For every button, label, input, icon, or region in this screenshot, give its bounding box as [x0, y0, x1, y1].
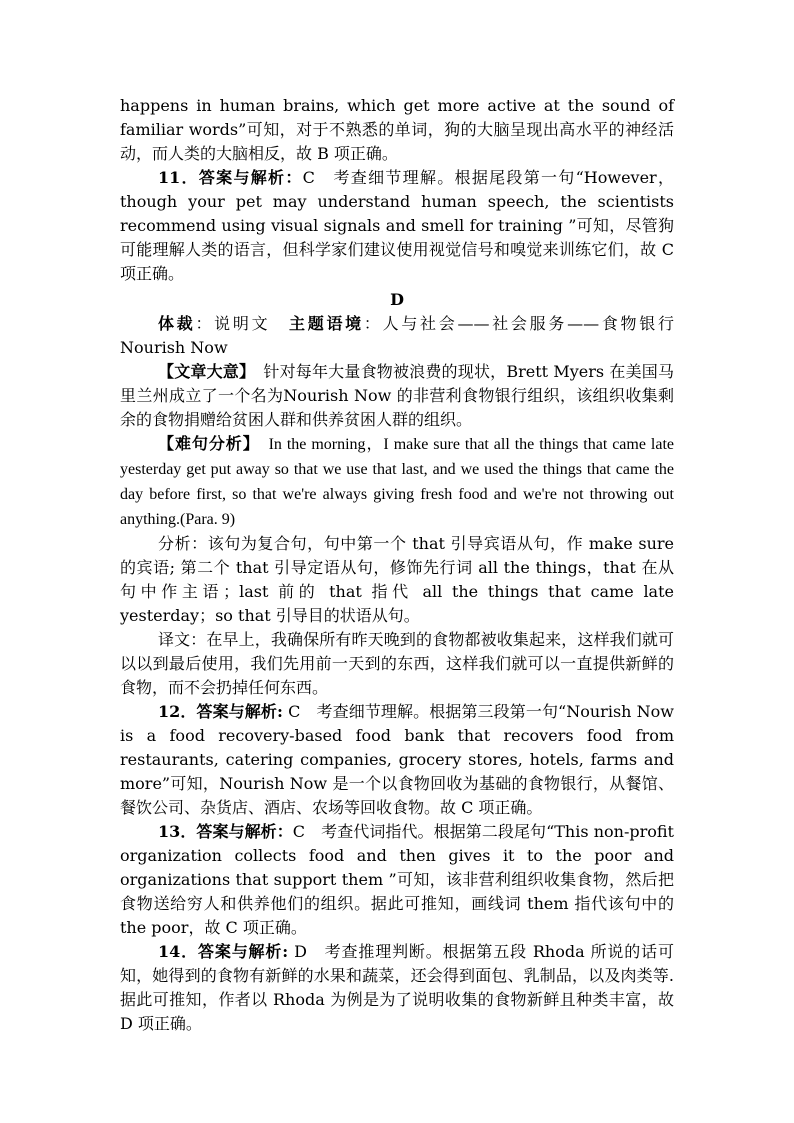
theme-label: 主题语境	[289, 314, 364, 333]
q14-label: 14．答案与解析:	[158, 942, 289, 961]
paragraph-q11	[120, 166, 674, 286]
summary-text: 针对每年大量食物被浪费的现状，Brett Myers 在美国马里兰州成立了一个名为Nourish Now 的非营利食物银行组织，该组织收集剩余的食物捐赠给贫困人群和供养贫困人群的组织。	[120, 362, 674, 429]
q11-label: 11．答案与解析：	[158, 168, 303, 187]
summary-label: 【文章大意】	[158, 362, 248, 381]
q12-label: 12．答案与解析:	[158, 702, 283, 721]
theme-text: ：人与社会——社会服务——食物银行 Nourish Now	[120, 314, 674, 357]
section-heading-d: D	[390, 290, 404, 309]
paragraph-translation	[120, 628, 674, 700]
paragraph-q10-tail	[120, 94, 674, 166]
translation-text: 译文：在早上，我确保所有昨天晚到的食物都被收集起来，这样我们就可以以到最后使用，我们先用前一天到的东西，这样我们就可以一直提供新鲜的食物，而不会扔掉任何东西。	[120, 630, 674, 697]
genre-label: 体裁	[158, 314, 196, 333]
paragraph-q12	[120, 700, 674, 820]
difficult-label: 【难句分析】	[158, 434, 252, 453]
genre-text: ：说明文	[195, 314, 290, 333]
paragraph-q13	[120, 820, 674, 940]
q13-text: C 考查代词指代。根据第二段尾句“This non-profit organization collects food and then gives it to the poor and organizations that support them ”可知，该非营利组织收集食物，然后把食物送给穷人和供养他们的组织。据此可推知，画线词 them 指代该句中的 the poor，故 C 项正确。	[120, 822, 674, 937]
q13-label: 13．答案与解析：	[158, 822, 293, 841]
paragraph-q14	[120, 940, 674, 1036]
document-page	[120, 94, 674, 1036]
q14-text: D 考查推理判断。根据第五段 Rhoda 所说的话可知，她得到的食物有新鲜的水果和蔬菜，还会得到面包、乳制品，以及肉类等. 据此可推知，作者以 Rhoda 为例是为了说明收集的食物新鲜且种类丰富，故 D 项正确。	[120, 942, 674, 1033]
analysis-text: 分析：该句为复合句，句中第一个 that 引导宾语从句，作 make sure 的宾语; 第二个 that 引导定语从句，修饰先行词 all the things，that 在从句中作主语；last 前的 that 指代 all the things that came late yesterday；so that 引导目的状语从句。	[120, 534, 674, 625]
difficult-text: In the morning，I make sure that all the things that came late yesterday get put away so that we use that last, and we used the things that came the day before first, so that we're always giving fresh food and we're not throwing out anything.(Para. 9)	[120, 436, 674, 528]
paragraph-difficult-sentence	[120, 432, 674, 532]
paragraph-analysis	[120, 532, 674, 628]
q10-tail-text: happens in human brains, which get more active at the sound of familiar words”可知，对于不熟悉的单词，狗的大脑呈现出高水平的神经活动，而人类的大脑相反，故 B 项正确。	[120, 96, 674, 163]
q12-text: C 考查细节理解。根据第三段第一句“Nourish Now is a food recovery-based food bank that recovers food from restaurants, catering companies, grocery stores, hotels, farms and more”可知，Nourish Now 是一个以食物回收为基础的食物银行，从餐馆、餐饮公司、杂货店、酒店、农场等回收食物。故 C 项正确。	[120, 702, 674, 817]
paragraph-summary	[120, 360, 674, 432]
paragraph-genre	[120, 312, 674, 360]
q11-text: C 考查细节理解。根据尾段第一句“However， though your pet may understand human speech, the scientists recommend using visual signals and smell for training ”可知，尽管狗可能理解人类的语言，但科学家们建议使用视觉信号和嗅觉来训练它们，故 C 项正确。	[120, 168, 674, 283]
